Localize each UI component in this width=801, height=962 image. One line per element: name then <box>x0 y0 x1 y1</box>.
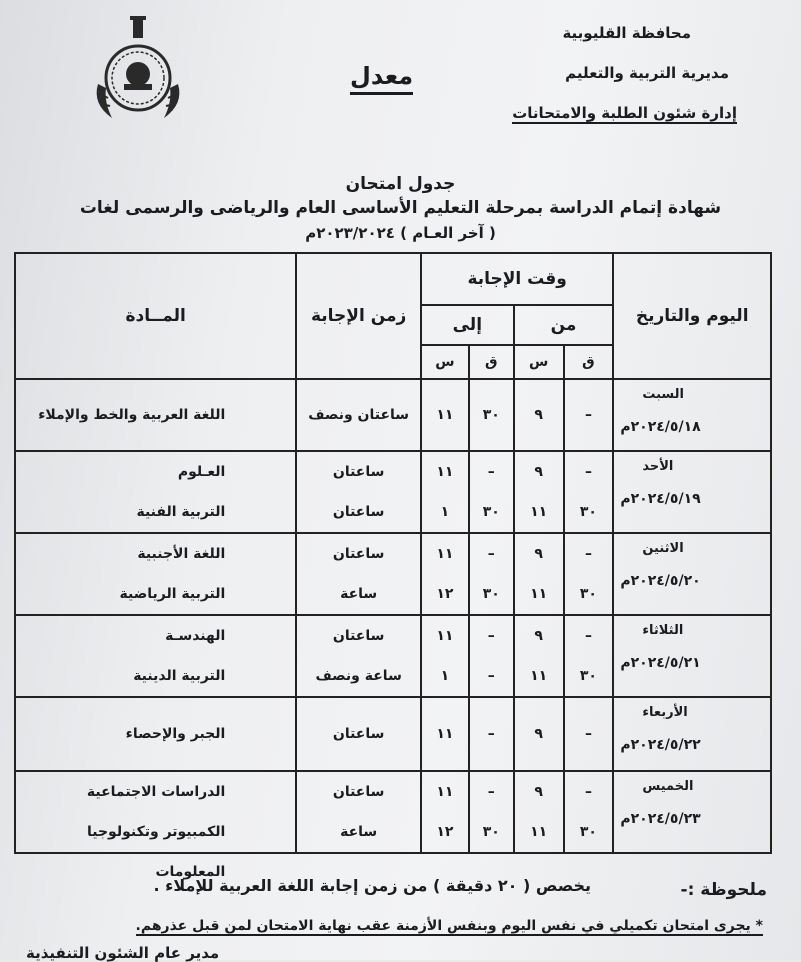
to-minute-value: ٣٠ <box>482 824 500 840</box>
amended-stamp: معدل <box>350 62 413 95</box>
title-line-1: جدول امتحان <box>345 174 456 194</box>
from-minute-value: ٣٠ <box>579 586 597 602</box>
table-row <box>15 451 771 533</box>
from-hour-value: ١١ <box>530 586 548 602</box>
to-hour-value: ١١ <box>436 726 454 742</box>
to-minute-value: – <box>487 726 495 742</box>
exam-date: ٢٠٢٤/٥/٢٣م <box>620 811 701 828</box>
subject-cell <box>15 379 296 451</box>
title-line-2: شهادة إتمام الدراسة بمرحلة التعليم الأساسى العام والرياضى والرسمى لغات <box>79 198 722 218</box>
from-hour-value: ٩ <box>534 464 543 480</box>
duration-value: ساعتان <box>332 546 385 562</box>
duration-value: ساعتان <box>332 784 385 800</box>
subject-name: التربية الفنية <box>136 504 226 520</box>
from-hour-value: ٩ <box>534 628 543 644</box>
from-minute-value: ٣٠ <box>579 824 597 840</box>
table-row <box>15 379 771 451</box>
directorate-name: مديرية التربية والتعليم <box>565 64 729 82</box>
subject-name: الهندسـة <box>165 628 226 644</box>
to-hour-value: ١١ <box>436 464 454 480</box>
subject-name: الدراسات الاجتماعية <box>86 784 226 800</box>
to-minute-cell <box>469 379 514 451</box>
from-hour-value: ١١ <box>530 668 548 684</box>
header-duration: زمن الإجابة <box>296 253 421 379</box>
exam-schedule-table <box>14 252 772 880</box>
to-hour-value: ١١ <box>436 407 454 423</box>
to-minute-value: – <box>487 628 495 644</box>
subject-name: اللغة العربية والخط والإملاء <box>38 407 226 423</box>
from-minute-cell <box>564 451 614 533</box>
exam-date: ٢٠٢٤/٥/٢٠م <box>620 573 701 590</box>
day-date-cell <box>613 771 771 853</box>
duration-value: ساعتان <box>332 726 385 742</box>
subject-cell <box>15 771 296 880</box>
signature-title: مدير عام الشئون التنفيذية <box>26 944 220 962</box>
to-minute-value: ٣٠ <box>482 504 500 520</box>
department-name: إدارة شئون الطلبة والامتحانات <box>512 104 737 122</box>
duration-cell <box>296 451 421 533</box>
note-label: ملحوظة :- <box>680 880 767 900</box>
governorate-seal-icon <box>88 14 188 126</box>
header-from-hour: س <box>514 345 564 379</box>
table-row <box>15 615 771 697</box>
from-minute-value: – <box>584 628 592 644</box>
from-minute-value: ٣٠ <box>579 668 597 684</box>
from-minute-cell <box>564 771 614 853</box>
subject-name: التربية الرياضية <box>119 586 226 602</box>
duration-value: ساعتان <box>332 504 385 520</box>
duration-cell <box>296 615 421 697</box>
duration-value: ساعتان <box>332 628 385 644</box>
day-name: الخميس <box>642 779 694 794</box>
to-hour-value: ١ <box>440 504 450 520</box>
from-hour-cell <box>514 615 564 697</box>
from-hour-cell <box>514 533 564 615</box>
header-to-minute: ق <box>469 345 514 379</box>
from-hour-value: ٩ <box>534 784 543 800</box>
from-hour-cell <box>514 697 564 771</box>
to-minute-cell <box>469 451 514 533</box>
note-line-2: * يجرى امتحان تكميلي في نفس اليوم وبنفس الأزمنة عقب نهاية الامتحان لمن قبل عذرهم. <box>135 918 763 934</box>
from-minute-value: – <box>584 546 592 562</box>
subject-name: الجبر والإحصاء <box>125 726 226 742</box>
day-name: الثلاثاء <box>642 623 684 638</box>
exam-date: ٢٠٢٤/٥/٢٢م <box>620 737 701 754</box>
header-to: إلى <box>421 305 514 345</box>
subject-cell <box>15 533 296 615</box>
day-date-cell <box>613 615 771 697</box>
subject-name: التربية الدينية <box>133 668 226 684</box>
day-date-cell <box>613 379 771 451</box>
to-minute-value: – <box>487 668 495 684</box>
header-to-hour: س <box>421 345 469 379</box>
duration-cell <box>296 379 421 451</box>
from-minute-cell <box>564 533 614 615</box>
from-minute-cell <box>564 379 614 451</box>
header-subject: المــادة <box>15 253 296 379</box>
subject-name: الكمبيوتر وتكنولوجيا المعلومات <box>87 824 226 880</box>
day-name: الاثنين <box>642 541 684 556</box>
duration-cell <box>296 533 421 615</box>
duration-cell <box>296 771 421 853</box>
to-hour-value: ١١ <box>436 784 454 800</box>
from-hour-cell <box>514 451 564 533</box>
day-name: الأربعاء <box>642 705 688 720</box>
from-hour-value: ٩ <box>534 546 543 562</box>
from-minute-value: – <box>584 464 592 480</box>
to-hour-value: ١١ <box>436 546 454 562</box>
to-hour-value: ١ <box>440 668 450 684</box>
duration-value: ساعتان <box>332 464 385 480</box>
day-date-cell <box>613 451 771 533</box>
day-name: السبت <box>642 387 684 402</box>
exam-date: ٢٠٢٤/٥/١٨م <box>620 419 701 436</box>
to-hour-cell <box>421 451 469 533</box>
from-hour-value: ١١ <box>530 504 548 520</box>
from-minute-cell <box>564 697 614 771</box>
day-name: الأحد <box>642 459 674 474</box>
subject-name: اللغة الأجنبية <box>137 546 226 562</box>
exam-date: ٢٠٢٤/٥/١٩م <box>620 491 701 508</box>
to-hour-value: ١٢ <box>436 586 454 602</box>
from-minute-value: – <box>584 407 592 423</box>
from-minute-cell <box>564 615 614 697</box>
duration-value: ساعتان ونصف <box>308 407 410 423</box>
day-date-cell <box>613 697 771 771</box>
to-hour-value: ١١ <box>436 628 454 644</box>
subject-cell <box>15 697 296 771</box>
table-row <box>15 533 771 615</box>
header-from-minute: ق <box>564 345 614 379</box>
subject-cell <box>15 451 296 533</box>
note-line-1: يخصص ( ٢٠ دقيقة ) من زمن إجابة اللغة العربية للإملاء . <box>153 876 591 895</box>
title-line-3: ( آخر العـام ) ٢٠٢٣/٢٠٢٤م <box>305 224 496 242</box>
to-minute-cell <box>469 533 514 615</box>
from-minute-value: ٣٠ <box>579 504 597 520</box>
table-row <box>15 771 771 853</box>
header-from: من <box>514 305 614 345</box>
to-minute-value: – <box>487 464 495 480</box>
subject-name: العـلوم <box>177 464 226 480</box>
to-minute-value: – <box>487 546 495 562</box>
header-day-date: اليوم والتاريخ <box>613 253 771 379</box>
duration-value: ساعة <box>340 586 378 602</box>
to-hour-cell <box>421 697 469 771</box>
table-row <box>15 697 771 771</box>
to-minute-cell <box>469 697 514 771</box>
to-minute-value: – <box>487 784 495 800</box>
to-minute-value: ٣٠ <box>482 407 500 423</box>
to-hour-cell <box>421 379 469 451</box>
to-hour-cell <box>421 615 469 697</box>
duration-value: ساعة <box>340 824 378 840</box>
to-hour-cell <box>421 533 469 615</box>
from-hour-value: ٩ <box>534 407 543 423</box>
from-minute-value: – <box>584 784 592 800</box>
from-hour-cell <box>514 771 564 853</box>
from-minute-value: – <box>584 726 592 742</box>
from-hour-value: ١١ <box>530 824 548 840</box>
to-hour-cell <box>421 771 469 853</box>
subject-cell <box>15 615 296 697</box>
from-hour-value: ٩ <box>534 726 543 742</box>
duration-cell <box>296 697 421 771</box>
exam-date: ٢٠٢٤/٥/٢١م <box>620 655 701 672</box>
day-date-cell <box>613 533 771 615</box>
to-minute-cell <box>469 771 514 853</box>
to-hour-value: ١٢ <box>436 824 454 840</box>
governorate-name: محافظة القليوبية <box>562 24 691 42</box>
exam-table-body <box>15 379 771 880</box>
header-answer-time: وقت الإجابة <box>421 253 613 305</box>
to-minute-value: ٣٠ <box>482 586 500 602</box>
to-minute-cell <box>469 615 514 697</box>
duration-value: ساعة ونصف <box>315 668 402 684</box>
from-hour-cell <box>514 379 564 451</box>
